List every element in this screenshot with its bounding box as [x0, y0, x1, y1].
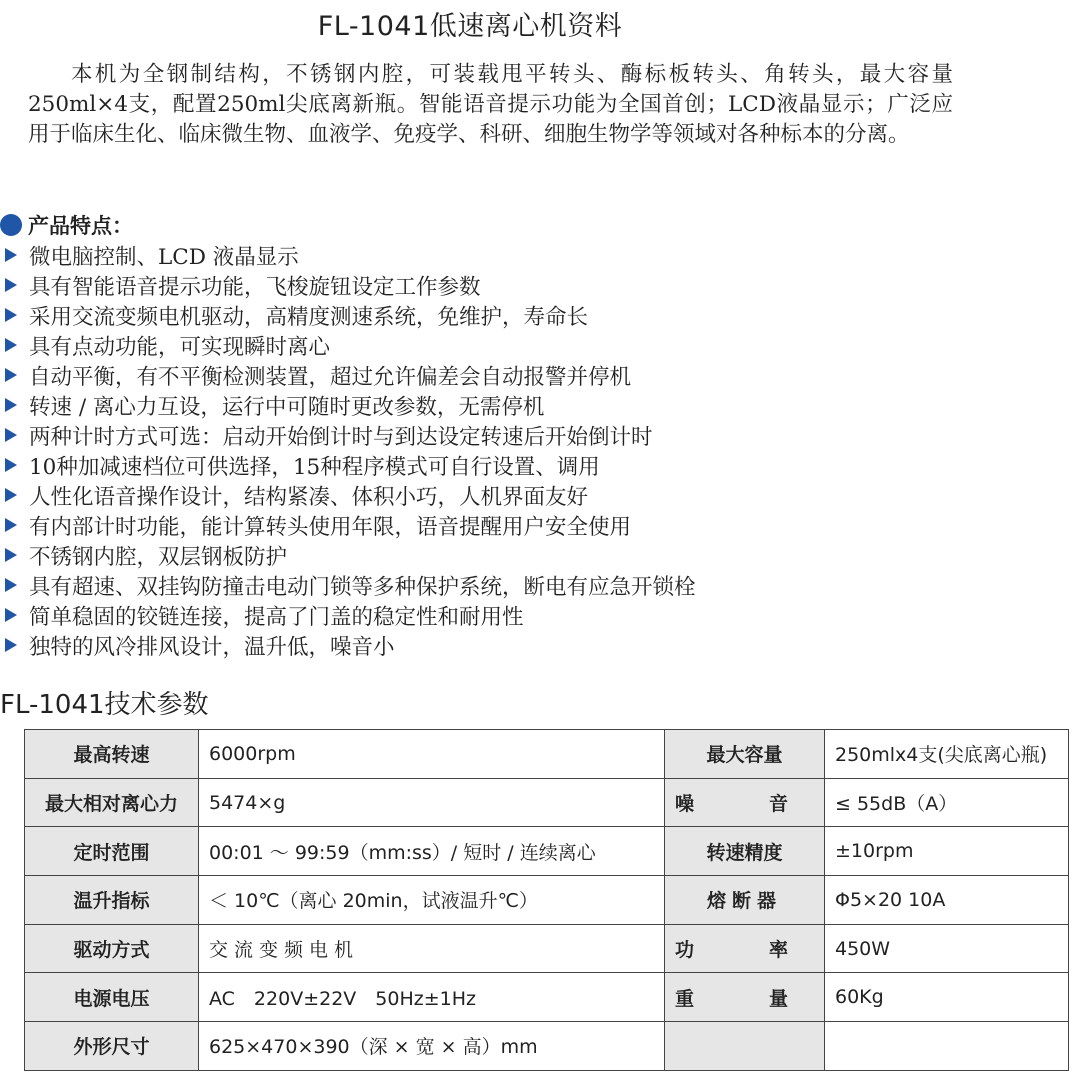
- table-row: [25, 778, 1069, 827]
- feature-text: 有内部计时功能，能计算转头使用年限，语音提醒用户安全使用: [29, 514, 632, 540]
- triangle-bullet-icon: [5, 518, 17, 532]
- intro-paragraph: 本机为全钢制结构，不锈钢内腔，可装载甩平转头、酶标板转头、角转头，最大容量250ml×4支，配置250ml尖底离新瓶。智能语音提示功能为全国首创；LCD液晶显示；广泛应用于临床生化、临床微生物、血液学、免疫学、科研、细胞生物学等领域对各种标本的分离。: [28, 62, 953, 147]
- spec-table: [24, 729, 1069, 1071]
- feature-list: [0, 240, 696, 660]
- features-heading: [0, 210, 133, 240]
- spec-label: 温升指标: [25, 876, 199, 925]
- feature-text: 具有超速、双挂钩防撞击电动门锁等多种保护系统，断电有应急开锁栓: [29, 574, 696, 600]
- spec-value-empty: [825, 1022, 1069, 1071]
- spec-value: 450W: [825, 924, 1069, 973]
- spec-value: 250mlx4支(尖底离心瓶): [825, 730, 1069, 779]
- spec-label: 噪 音: [665, 778, 825, 827]
- spec-value: 5474×g: [199, 778, 665, 827]
- spec-label: 电源电压: [25, 973, 199, 1022]
- feature-item: [0, 420, 696, 450]
- bullet-dot-icon: [0, 214, 22, 236]
- feature-text: 不锈钢内腔，双层钢板防护: [29, 544, 288, 570]
- spec-value: 625×470×390（深 × 宽 × 高）mm: [199, 1022, 665, 1071]
- spec-label: 功 率: [665, 924, 825, 973]
- triangle-bullet-icon: [5, 428, 17, 442]
- spec-value: 60Kg: [825, 973, 1069, 1022]
- features-heading-label: 产品特点：: [28, 214, 133, 238]
- feature-item: [0, 390, 696, 420]
- spec-label: 最高转速: [25, 730, 199, 779]
- spec-label: 熔断器: [665, 876, 825, 925]
- spec-value: 交流变频电机: [199, 924, 665, 973]
- spec-label: 重 量: [665, 973, 825, 1022]
- triangle-bullet-icon: [5, 278, 17, 292]
- table-row: [25, 924, 1069, 973]
- spec-value: ＜ 10℃（离心 20min，试液温升℃）: [199, 876, 665, 925]
- triangle-bullet-icon: [5, 308, 17, 322]
- feature-text: 两种计时方式可选：启动开始倒计时与到达设定转速后开始倒计时: [29, 424, 653, 450]
- triangle-bullet-icon: [5, 578, 17, 592]
- feature-item: [0, 480, 696, 510]
- triangle-bullet-icon: [5, 608, 17, 622]
- triangle-bullet-icon: [5, 248, 17, 262]
- feature-text: 采用交流变频电机驱动，高精度测速系统，免维护，寿命长: [29, 304, 589, 330]
- feature-item: [0, 360, 696, 390]
- spec-label: 驱动方式: [25, 924, 199, 973]
- spec-value: ≤ 55dB（A）: [825, 778, 1069, 827]
- feature-text: 10种加减速档位可供选择，15种程序模式可自行设置、调用: [29, 454, 600, 480]
- feature-text: 转速 / 离心力互设，运行中可随时更改参数，无需停机: [29, 394, 545, 420]
- feature-item: [0, 300, 696, 330]
- spec-label: 最大容量: [665, 730, 825, 779]
- triangle-bullet-icon: [5, 458, 17, 472]
- table-row: [25, 1022, 1069, 1071]
- table-row: [25, 827, 1069, 876]
- triangle-bullet-icon: [5, 488, 17, 502]
- spec-value: 00:01 ～ 99:59（mm:ss）/ 短时 / 连续离心: [199, 827, 665, 876]
- table-row: [25, 876, 1069, 925]
- triangle-bullet-icon: [5, 368, 17, 382]
- spec-label: 转速精度: [665, 827, 825, 876]
- spec-label-empty: [665, 1022, 825, 1071]
- table-row: [25, 973, 1069, 1022]
- spec-section-title: FL-1041技术参数: [0, 690, 209, 720]
- document-title: FL-1041低速离心机资料: [317, 11, 623, 42]
- feature-text: 微电脑控制、LCD 液晶显示: [29, 244, 299, 270]
- feature-text: 自动平衡，有不平衡检测装置，超过允许偏差会自动报警并停机: [29, 364, 632, 390]
- triangle-bullet-icon: [5, 338, 17, 352]
- feature-text: 独特的风冷排风设计，温升低，噪音小: [29, 634, 395, 660]
- triangle-bullet-icon: [5, 548, 17, 562]
- feature-item: [0, 540, 696, 570]
- triangle-bullet-icon: [5, 638, 17, 652]
- spec-label: 定时范围: [25, 827, 199, 876]
- feature-text: 具有点动功能，可实现瞬时离心: [29, 334, 331, 360]
- feature-text: 简单稳固的铰链连接，提高了门盖的稳定性和耐用性: [29, 604, 524, 630]
- spec-value: 6000rpm: [199, 730, 665, 779]
- feature-item: [0, 270, 696, 300]
- feature-item: [0, 450, 696, 480]
- feature-text: 人性化语音操作设计，结构紧凑、体积小巧，人机界面友好: [29, 484, 589, 510]
- triangle-bullet-icon: [5, 398, 17, 412]
- feature-item: [0, 330, 696, 360]
- feature-item: [0, 240, 696, 270]
- feature-item: [0, 570, 696, 600]
- feature-item: [0, 510, 696, 540]
- feature-text: 具有智能语音提示功能，飞梭旋钮设定工作参数: [29, 274, 481, 300]
- spec-label: 最大相对离心力: [25, 778, 199, 827]
- spec-label: 外形尺寸: [25, 1022, 199, 1071]
- table-row: [25, 730, 1069, 779]
- feature-item: [0, 600, 696, 630]
- feature-item: [0, 630, 696, 660]
- spec-value: ±10rpm: [825, 827, 1069, 876]
- spec-value: Φ5×20 10A: [825, 876, 1069, 925]
- spec-value: AC 220V±22V 50Hz±1Hz: [199, 973, 665, 1022]
